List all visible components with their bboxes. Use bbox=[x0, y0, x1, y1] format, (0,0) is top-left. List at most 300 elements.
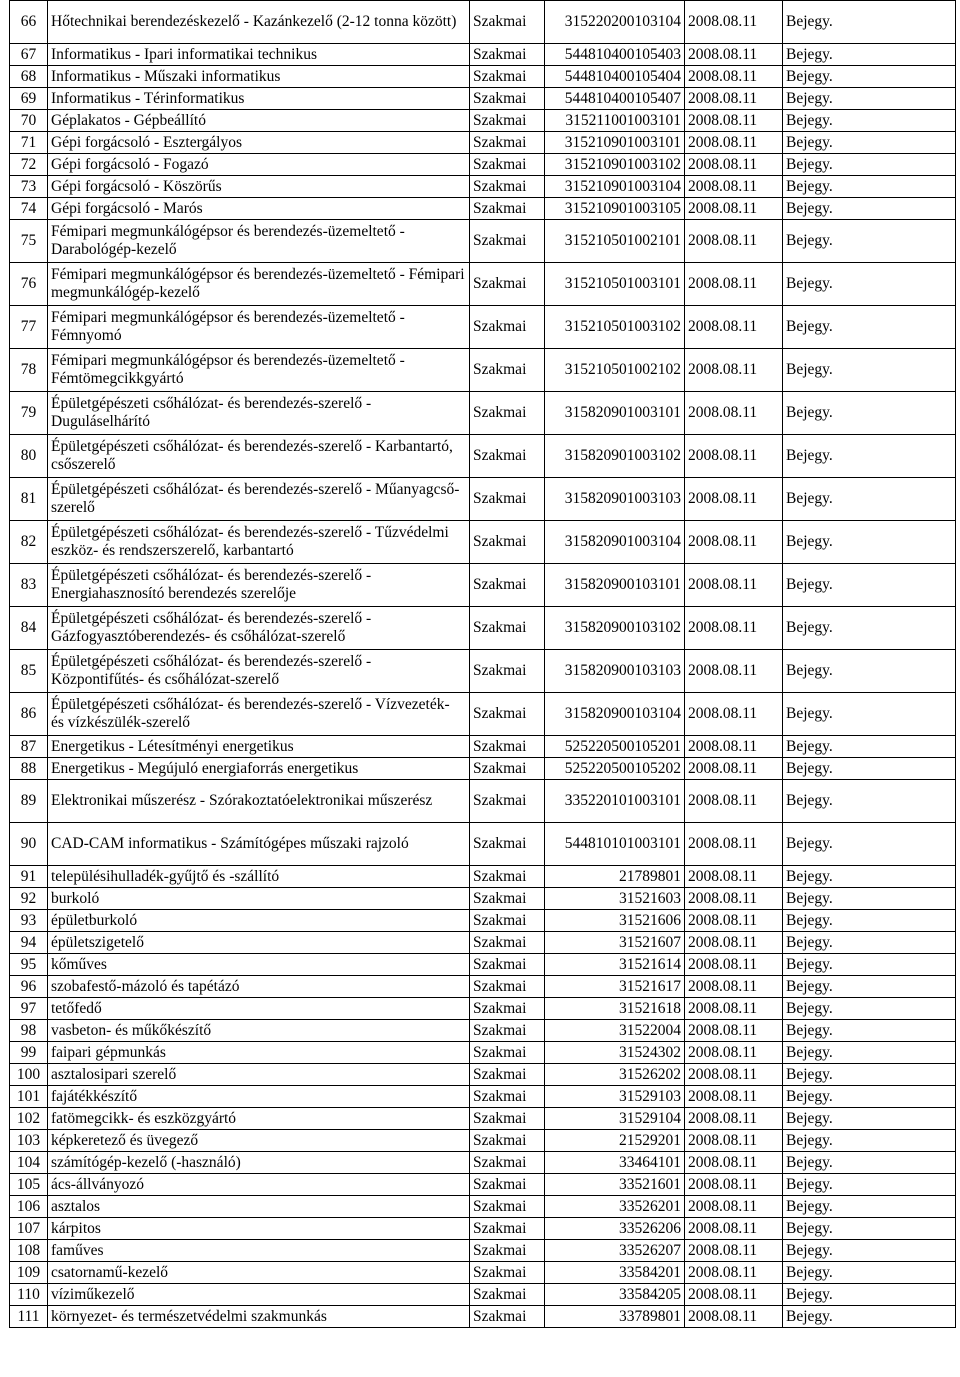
qualification-code: 33526207 bbox=[545, 1240, 685, 1262]
registration-status: Bejegy. bbox=[783, 521, 956, 564]
qualification-code: 525220500105202 bbox=[545, 758, 685, 780]
table-row bbox=[10, 780, 956, 823]
table-row bbox=[10, 693, 956, 736]
qualification-name: fatömegcikk- és eszközgyártó bbox=[48, 1108, 470, 1130]
row-number: 88 bbox=[10, 758, 48, 780]
qualification-name: Gépi forgácsoló - Marós bbox=[48, 198, 470, 220]
qualification-type: Szakmai bbox=[470, 823, 545, 866]
qualification-code: 315210501003101 bbox=[545, 263, 685, 306]
qualification-name: asztalosipari szerelő bbox=[48, 1064, 470, 1086]
qualification-type: Szakmai bbox=[470, 693, 545, 736]
qualification-type: Szakmai bbox=[470, 607, 545, 650]
registration-status: Bejegy. bbox=[783, 1130, 956, 1152]
registration-date: 2008.08.11 bbox=[685, 954, 783, 976]
qualification-code: 315210901003105 bbox=[545, 198, 685, 220]
registration-date: 2008.08.11 bbox=[685, 66, 783, 88]
qualification-name: Hőtechnikai berendezéskezelő - Kazánkezelő (2-12 tonna között) bbox=[48, 1, 470, 44]
table-row bbox=[10, 823, 956, 866]
qualification-code: 21789801 bbox=[545, 866, 685, 888]
registration-date: 2008.08.11 bbox=[685, 1042, 783, 1064]
qualification-name: csatornamű-kezelő bbox=[48, 1262, 470, 1284]
qualification-type: Szakmai bbox=[470, 176, 545, 198]
qualification-type: Szakmai bbox=[470, 1174, 545, 1196]
table-row bbox=[10, 521, 956, 564]
qualification-name: Épületgépészeti csőhálózat- és berendezés-szerelő - Gázfogyasztóberendezés- és csőhálózat-szerelő bbox=[48, 607, 470, 650]
qualification-name: Gépi forgácsoló - Köszörűs bbox=[48, 176, 470, 198]
registration-date: 2008.08.11 bbox=[685, 780, 783, 823]
registration-status: Bejegy. bbox=[783, 564, 956, 607]
row-number: 97 bbox=[10, 998, 48, 1020]
qualification-code: 544810400105407 bbox=[545, 88, 685, 110]
qualification-name: kárpitos bbox=[48, 1218, 470, 1240]
registration-date: 2008.08.11 bbox=[685, 154, 783, 176]
registration-date: 2008.08.11 bbox=[685, 910, 783, 932]
registration-status: Bejegy. bbox=[783, 888, 956, 910]
row-number: 69 bbox=[10, 88, 48, 110]
table-row bbox=[10, 263, 956, 306]
row-number: 107 bbox=[10, 1218, 48, 1240]
qualification-type: Szakmai bbox=[470, 435, 545, 478]
table-row bbox=[10, 888, 956, 910]
row-number: 81 bbox=[10, 478, 48, 521]
row-number: 96 bbox=[10, 976, 48, 998]
registration-status: Bejegy. bbox=[783, 998, 956, 1020]
qualification-code: 315210901003101 bbox=[545, 132, 685, 154]
registration-date: 2008.08.11 bbox=[685, 306, 783, 349]
qualification-name: Épületgépészeti csőhálózat- és berendezés-szerelő - Energiahasznosító berendezés szerelője bbox=[48, 564, 470, 607]
table-row bbox=[10, 176, 956, 198]
registration-date: 2008.08.11 bbox=[685, 1284, 783, 1306]
qualification-code: 31521617 bbox=[545, 976, 685, 998]
qualification-type: Szakmai bbox=[470, 910, 545, 932]
table-row bbox=[10, 132, 956, 154]
row-number: 72 bbox=[10, 154, 48, 176]
row-number: 105 bbox=[10, 1174, 48, 1196]
row-number: 77 bbox=[10, 306, 48, 349]
registration-status: Bejegy. bbox=[783, 1174, 956, 1196]
row-number: 74 bbox=[10, 198, 48, 220]
qualification-code: 315820900103104 bbox=[545, 693, 685, 736]
qualification-type: Szakmai bbox=[470, 564, 545, 607]
qualification-name: Épületgépészeti csőhálózat- és berendezés-szerelő - Központifűtés- és csőhálózat-szerelő bbox=[48, 650, 470, 693]
table-row bbox=[10, 1262, 956, 1284]
row-number: 111 bbox=[10, 1306, 48, 1328]
qualification-name: faműves bbox=[48, 1240, 470, 1262]
registration-status: Bejegy. bbox=[783, 1262, 956, 1284]
qualification-type: Szakmai bbox=[470, 198, 545, 220]
qualification-type: Szakmai bbox=[470, 1064, 545, 1086]
table-row bbox=[10, 1174, 956, 1196]
row-number: 89 bbox=[10, 780, 48, 823]
table-row bbox=[10, 392, 956, 435]
registration-status: Bejegy. bbox=[783, 306, 956, 349]
registration-date: 2008.08.11 bbox=[685, 998, 783, 1020]
qualification-type: Szakmai bbox=[470, 736, 545, 758]
registration-status: Bejegy. bbox=[783, 736, 956, 758]
qualification-code: 315820900103102 bbox=[545, 607, 685, 650]
table-row bbox=[10, 607, 956, 650]
qualification-name: víziműkezelő bbox=[48, 1284, 470, 1306]
qualification-code: 315820900103101 bbox=[545, 564, 685, 607]
qualification-type: Szakmai bbox=[470, 976, 545, 998]
qualification-code: 33584201 bbox=[545, 1262, 685, 1284]
registration-date: 2008.08.11 bbox=[685, 1262, 783, 1284]
table-row bbox=[10, 1130, 956, 1152]
table-row bbox=[10, 44, 956, 66]
qualification-code: 33464101 bbox=[545, 1152, 685, 1174]
registration-status: Bejegy. bbox=[783, 1196, 956, 1218]
qualification-name: Fémipari megmunkálógépsor és berendezés-üzemeltető - Fémtömegcikkgyártó bbox=[48, 349, 470, 392]
qualification-name: épületszigetelő bbox=[48, 932, 470, 954]
table-row bbox=[10, 932, 956, 954]
qualification-name: településihulladék-gyűjtő és -szállító bbox=[48, 866, 470, 888]
row-number: 100 bbox=[10, 1064, 48, 1086]
registration-status: Bejegy. bbox=[783, 1042, 956, 1064]
qualification-type: Szakmai bbox=[470, 1284, 545, 1306]
qualification-code: 315820901003101 bbox=[545, 392, 685, 435]
qualification-type: Szakmai bbox=[470, 306, 545, 349]
row-number: 76 bbox=[10, 263, 48, 306]
row-number: 85 bbox=[10, 650, 48, 693]
qualification-type: Szakmai bbox=[470, 1152, 545, 1174]
registration-status: Bejegy. bbox=[783, 650, 956, 693]
registration-status: Bejegy. bbox=[783, 66, 956, 88]
registration-status: Bejegy. bbox=[783, 693, 956, 736]
registration-date: 2008.08.11 bbox=[685, 932, 783, 954]
registration-status: Bejegy. bbox=[783, 1306, 956, 1328]
row-number: 103 bbox=[10, 1130, 48, 1152]
registration-date: 2008.08.11 bbox=[685, 435, 783, 478]
qualification-type: Szakmai bbox=[470, 263, 545, 306]
qualification-code: 33526201 bbox=[545, 1196, 685, 1218]
table-row bbox=[10, 349, 956, 392]
qualification-type: Szakmai bbox=[470, 132, 545, 154]
qualification-type: Szakmai bbox=[470, 88, 545, 110]
qualification-code: 315211001003101 bbox=[545, 110, 685, 132]
qualification-type: Szakmai bbox=[470, 521, 545, 564]
qualification-name: ács-állványozó bbox=[48, 1174, 470, 1196]
registration-status: Bejegy. bbox=[783, 1152, 956, 1174]
table-row bbox=[10, 976, 956, 998]
qualification-name: Gépi forgácsoló - Fogazó bbox=[48, 154, 470, 176]
qualifications-table bbox=[9, 0, 956, 1328]
row-number: 110 bbox=[10, 1284, 48, 1306]
registration-date: 2008.08.11 bbox=[685, 1064, 783, 1086]
qualification-type: Szakmai bbox=[470, 1196, 545, 1218]
row-number: 86 bbox=[10, 693, 48, 736]
qualification-type: Szakmai bbox=[470, 220, 545, 263]
table-row bbox=[10, 1284, 956, 1306]
registration-date: 2008.08.11 bbox=[685, 1174, 783, 1196]
registration-date: 2008.08.11 bbox=[685, 176, 783, 198]
qualification-name: faipari gépmunkás bbox=[48, 1042, 470, 1064]
qualification-type: Szakmai bbox=[470, 1042, 545, 1064]
qualification-code: 31529104 bbox=[545, 1108, 685, 1130]
qualification-code: 31521614 bbox=[545, 954, 685, 976]
row-number: 102 bbox=[10, 1108, 48, 1130]
registration-status: Bejegy. bbox=[783, 110, 956, 132]
qualification-name: Energetikus - Megújuló energiaforrás energetikus bbox=[48, 758, 470, 780]
registration-date: 2008.08.11 bbox=[685, 521, 783, 564]
qualification-code: 31522004 bbox=[545, 1020, 685, 1042]
qualification-name: CAD-CAM informatikus - Számítógépes műszaki rajzoló bbox=[48, 823, 470, 866]
qualification-type: Szakmai bbox=[470, 866, 545, 888]
qualification-code: 335220101003101 bbox=[545, 780, 685, 823]
registration-date: 2008.08.11 bbox=[685, 88, 783, 110]
registration-status: Bejegy. bbox=[783, 1284, 956, 1306]
qualification-code: 315220200103104 bbox=[545, 1, 685, 44]
table-row bbox=[10, 306, 956, 349]
qualification-name: Gépi forgácsoló - Esztergályos bbox=[48, 132, 470, 154]
registration-status: Bejegy. bbox=[783, 1108, 956, 1130]
qualification-code: 31526202 bbox=[545, 1064, 685, 1086]
qualification-name: Informatikus - Ipari informatikai technikus bbox=[48, 44, 470, 66]
qualification-name: vasbeton- és műkőkészítő bbox=[48, 1020, 470, 1042]
registration-date: 2008.08.11 bbox=[685, 1306, 783, 1328]
qualification-type: Szakmai bbox=[470, 154, 545, 176]
table-row bbox=[10, 650, 956, 693]
registration-status: Bejegy. bbox=[783, 44, 956, 66]
registration-date: 2008.08.11 bbox=[685, 1020, 783, 1042]
row-number: 68 bbox=[10, 66, 48, 88]
registration-date: 2008.08.11 bbox=[685, 392, 783, 435]
qualification-code: 33521601 bbox=[545, 1174, 685, 1196]
registration-date: 2008.08.11 bbox=[685, 888, 783, 910]
row-number: 67 bbox=[10, 44, 48, 66]
registration-status: Bejegy. bbox=[783, 910, 956, 932]
registration-date: 2008.08.11 bbox=[685, 693, 783, 736]
table-row bbox=[10, 110, 956, 132]
table-row bbox=[10, 1064, 956, 1086]
qualification-name: Épületgépészeti csőhálózat- és berendezés-szerelő - Tűzvédelmi eszköz- és rendszerszerelő, karbantartó bbox=[48, 521, 470, 564]
qualification-code: 315210501002102 bbox=[545, 349, 685, 392]
qualification-type: Szakmai bbox=[470, 1108, 545, 1130]
table-row bbox=[10, 220, 956, 263]
registration-status: Bejegy. bbox=[783, 1064, 956, 1086]
qualification-name: Fémipari megmunkálógépsor és berendezés-üzemeltető - Fémipari megmunkálógép-kezelő bbox=[48, 263, 470, 306]
qualification-type: Szakmai bbox=[470, 1130, 545, 1152]
qualification-type: Szakmai bbox=[470, 1020, 545, 1042]
registration-date: 2008.08.11 bbox=[685, 220, 783, 263]
registration-status: Bejegy. bbox=[783, 1218, 956, 1240]
qualification-name: szobafestő-mázoló és tapétázó bbox=[48, 976, 470, 998]
qualification-code: 315210901003104 bbox=[545, 176, 685, 198]
row-number: 73 bbox=[10, 176, 48, 198]
table-row bbox=[10, 154, 956, 176]
qualification-name: Géplakatos - Gépbeállító bbox=[48, 110, 470, 132]
qualification-type: Szakmai bbox=[470, 1262, 545, 1284]
qualification-name: Informatikus - Műszaki informatikus bbox=[48, 66, 470, 88]
qualification-name: asztalos bbox=[48, 1196, 470, 1218]
table-row bbox=[10, 1108, 956, 1130]
table-row bbox=[10, 478, 956, 521]
registration-status: Bejegy. bbox=[783, 932, 956, 954]
table-row bbox=[10, 1196, 956, 1218]
qualification-code: 315210501003102 bbox=[545, 306, 685, 349]
qualification-type: Szakmai bbox=[470, 888, 545, 910]
qualification-name: Épületgépészeti csőhálózat- és berendezés-szerelő - Karbantartó, csőszerelő bbox=[48, 435, 470, 478]
table-row bbox=[10, 435, 956, 478]
registration-status: Bejegy. bbox=[783, 349, 956, 392]
qualification-name: épületburkoló bbox=[48, 910, 470, 932]
registration-status: Bejegy. bbox=[783, 392, 956, 435]
registration-status: Bejegy. bbox=[783, 198, 956, 220]
row-number: 104 bbox=[10, 1152, 48, 1174]
qualification-name: Informatikus - Térinformatikus bbox=[48, 88, 470, 110]
row-number: 71 bbox=[10, 132, 48, 154]
row-number: 90 bbox=[10, 823, 48, 866]
table-row bbox=[10, 88, 956, 110]
registration-date: 2008.08.11 bbox=[685, 866, 783, 888]
registration-date: 2008.08.11 bbox=[685, 349, 783, 392]
qualification-code: 31529103 bbox=[545, 1086, 685, 1108]
table-row bbox=[10, 1020, 956, 1042]
registration-status: Bejegy. bbox=[783, 1, 956, 44]
row-number: 99 bbox=[10, 1042, 48, 1064]
row-number: 91 bbox=[10, 866, 48, 888]
qualification-code: 31521618 bbox=[545, 998, 685, 1020]
table-row bbox=[10, 758, 956, 780]
qualification-code: 315820901003104 bbox=[545, 521, 685, 564]
table-row bbox=[10, 1, 956, 44]
qualification-type: Szakmai bbox=[470, 998, 545, 1020]
table-row bbox=[10, 66, 956, 88]
qualification-code: 33584205 bbox=[545, 1284, 685, 1306]
row-number: 94 bbox=[10, 932, 48, 954]
registration-status: Bejegy. bbox=[783, 866, 956, 888]
row-number: 109 bbox=[10, 1262, 48, 1284]
qualification-type: Szakmai bbox=[470, 954, 545, 976]
registration-status: Bejegy. bbox=[783, 780, 956, 823]
registration-date: 2008.08.11 bbox=[685, 44, 783, 66]
qualification-name: burkoló bbox=[48, 888, 470, 910]
registration-status: Bejegy. bbox=[783, 1020, 956, 1042]
registration-status: Bejegy. bbox=[783, 220, 956, 263]
table-row bbox=[10, 736, 956, 758]
qualification-code: 315820901003103 bbox=[545, 478, 685, 521]
table-row bbox=[10, 564, 956, 607]
registration-date: 2008.08.11 bbox=[685, 607, 783, 650]
table-row bbox=[10, 866, 956, 888]
qualification-code: 315820900103103 bbox=[545, 650, 685, 693]
row-number: 78 bbox=[10, 349, 48, 392]
row-number: 95 bbox=[10, 954, 48, 976]
table-row bbox=[10, 1218, 956, 1240]
registration-status: Bejegy. bbox=[783, 758, 956, 780]
row-number: 108 bbox=[10, 1240, 48, 1262]
qualification-type: Szakmai bbox=[470, 1086, 545, 1108]
registration-date: 2008.08.11 bbox=[685, 1218, 783, 1240]
registration-status: Bejegy. bbox=[783, 478, 956, 521]
registration-date: 2008.08.11 bbox=[685, 1240, 783, 1262]
registration-date: 2008.08.11 bbox=[685, 198, 783, 220]
registration-date: 2008.08.11 bbox=[685, 736, 783, 758]
table-row bbox=[10, 1240, 956, 1262]
row-number: 66 bbox=[10, 1, 48, 44]
row-number: 106 bbox=[10, 1196, 48, 1218]
qualification-name: Épületgépészeti csőhálózat- és berendezés-szerelő - Vízvezeték- és vízkészülék-szerelő bbox=[48, 693, 470, 736]
registration-date: 2008.08.11 bbox=[685, 1, 783, 44]
table-row bbox=[10, 998, 956, 1020]
registration-date: 2008.08.11 bbox=[685, 758, 783, 780]
qualification-code: 33526206 bbox=[545, 1218, 685, 1240]
qualification-name: tetőfedő bbox=[48, 998, 470, 1020]
row-number: 98 bbox=[10, 1020, 48, 1042]
qualification-type: Szakmai bbox=[470, 932, 545, 954]
registration-date: 2008.08.11 bbox=[685, 1152, 783, 1174]
qualification-type: Szakmai bbox=[470, 758, 545, 780]
qualification-code: 315820901003102 bbox=[545, 435, 685, 478]
table-row bbox=[10, 198, 956, 220]
qualification-code: 315210901003102 bbox=[545, 154, 685, 176]
qualification-name: fajátékkészítő bbox=[48, 1086, 470, 1108]
qualification-code: 21529201 bbox=[545, 1130, 685, 1152]
qualification-type: Szakmai bbox=[470, 1306, 545, 1328]
qualification-name: kőműves bbox=[48, 954, 470, 976]
table-body bbox=[10, 1, 956, 1328]
qualification-code: 525220500105201 bbox=[545, 736, 685, 758]
row-number: 101 bbox=[10, 1086, 48, 1108]
qualification-type: Szakmai bbox=[470, 650, 545, 693]
qualification-type: Szakmai bbox=[470, 44, 545, 66]
qualification-type: Szakmai bbox=[470, 1218, 545, 1240]
qualification-code: 544810400105403 bbox=[545, 44, 685, 66]
registration-status: Bejegy. bbox=[783, 435, 956, 478]
registration-date: 2008.08.11 bbox=[685, 110, 783, 132]
registration-status: Bejegy. bbox=[783, 607, 956, 650]
qualification-name: Energetikus - Létesítményi energetikus bbox=[48, 736, 470, 758]
qualification-code: 544810101003101 bbox=[545, 823, 685, 866]
registration-date: 2008.08.11 bbox=[685, 650, 783, 693]
table-row bbox=[10, 1086, 956, 1108]
registration-status: Bejegy. bbox=[783, 976, 956, 998]
registration-status: Bejegy. bbox=[783, 823, 956, 866]
registration-date: 2008.08.11 bbox=[685, 132, 783, 154]
registration-date: 2008.08.11 bbox=[685, 263, 783, 306]
qualification-type: Szakmai bbox=[470, 1240, 545, 1262]
qualification-code: 544810400105404 bbox=[545, 66, 685, 88]
qualification-type: Szakmai bbox=[470, 478, 545, 521]
registration-status: Bejegy. bbox=[783, 1240, 956, 1262]
qualification-name: Épületgépészeti csőhálózat- és berendezés-szerelő - Műanyagcső-szerelő bbox=[48, 478, 470, 521]
row-number: 82 bbox=[10, 521, 48, 564]
qualification-name: Elektronikai műszerész - Szórakoztatóelektronikai műszerész bbox=[48, 780, 470, 823]
registration-status: Bejegy. bbox=[783, 1086, 956, 1108]
row-number: 70 bbox=[10, 110, 48, 132]
registration-status: Bejegy. bbox=[783, 954, 956, 976]
qualification-code: 315210501002101 bbox=[545, 220, 685, 263]
registration-status: Bejegy. bbox=[783, 132, 956, 154]
registration-date: 2008.08.11 bbox=[685, 976, 783, 998]
table-row bbox=[10, 954, 956, 976]
row-number: 75 bbox=[10, 220, 48, 263]
qualification-type: Szakmai bbox=[470, 1, 545, 44]
qualification-name: számítógép-kezelő (-használó) bbox=[48, 1152, 470, 1174]
qualification-type: Szakmai bbox=[470, 780, 545, 823]
qualification-name: képkeretező és üvegező bbox=[48, 1130, 470, 1152]
registration-date: 2008.08.11 bbox=[685, 478, 783, 521]
registration-date: 2008.08.11 bbox=[685, 1130, 783, 1152]
registration-date: 2008.08.11 bbox=[685, 1196, 783, 1218]
registration-status: Bejegy. bbox=[783, 176, 956, 198]
qualification-name: környezet- és természetvédelmi szakmunkás bbox=[48, 1306, 470, 1328]
qualification-name: Fémipari megmunkálógépsor és berendezés-üzemeltető - Fémnyomó bbox=[48, 306, 470, 349]
row-number: 80 bbox=[10, 435, 48, 478]
qualification-type: Szakmai bbox=[470, 349, 545, 392]
registration-status: Bejegy. bbox=[783, 154, 956, 176]
qualification-type: Szakmai bbox=[470, 66, 545, 88]
qualification-code: 31524302 bbox=[545, 1042, 685, 1064]
